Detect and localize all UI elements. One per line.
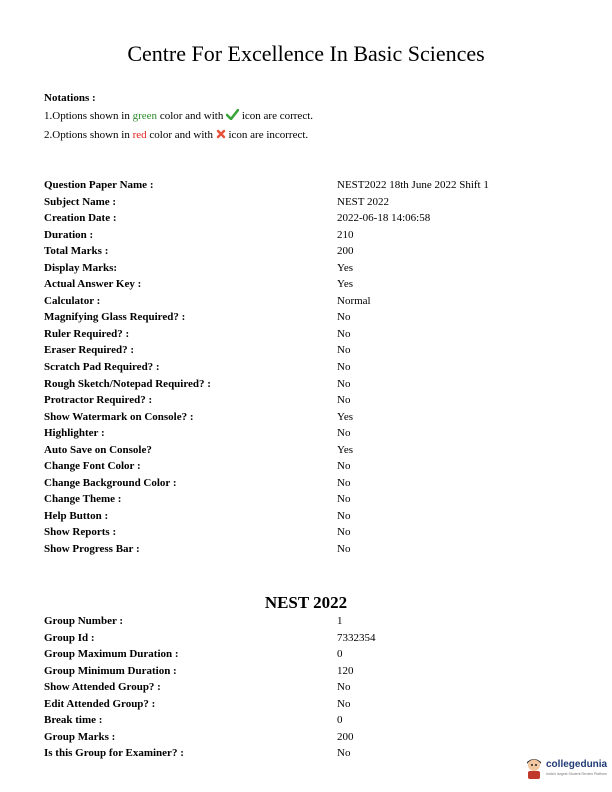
- detail-value: No: [337, 476, 351, 489]
- notations-heading: Notations :: [44, 92, 96, 104]
- detail-row: [44, 243, 564, 260]
- detail-value: NEST2022 18th June 2022 Shift 1: [337, 179, 489, 191]
- detail-row: [44, 309, 564, 326]
- detail-value: No: [337, 460, 351, 473]
- detail-value: NEST 2022: [337, 195, 390, 208]
- detail-row: [44, 696, 564, 713]
- detail-value: Yes: [337, 443, 354, 456]
- detail-value: No: [337, 697, 351, 710]
- detail-row: [44, 276, 564, 293]
- collegedunia-logo: [524, 756, 610, 782]
- detail-value: 200: [337, 245, 354, 258]
- notation-text: color and with: [157, 110, 227, 122]
- detail-value: No: [337, 377, 351, 390]
- notation-text: icon are correct.: [239, 110, 314, 122]
- detail-label: Change Background Color :: [44, 476, 177, 489]
- detail-label: Group Id :: [44, 631, 95, 644]
- detail-label: Total Marks :: [44, 245, 109, 258]
- detail-label: Protractor Required? :: [44, 394, 153, 407]
- detail-row: [44, 442, 564, 459]
- detail-row: [44, 177, 564, 194]
- detail-row: [44, 663, 564, 680]
- detail-row: [44, 630, 564, 647]
- detail-row: [44, 425, 564, 442]
- detail-value: No: [337, 509, 351, 522]
- detail-row: [44, 745, 564, 762]
- detail-label: Group Minimum Duration :: [44, 664, 177, 677]
- red-word: red: [132, 129, 147, 141]
- detail-value: Yes: [337, 278, 354, 291]
- detail-row: [44, 679, 564, 696]
- detail-label: Duration :: [44, 228, 94, 241]
- page-title: Centre For Excellence In Basic Sciences: [127, 41, 485, 66]
- detail-value: No: [337, 747, 351, 760]
- detail-value: 0: [337, 714, 343, 727]
- detail-label: Scratch Pad Required? :: [44, 361, 160, 374]
- detail-row: [44, 524, 564, 541]
- paper-details: [44, 177, 564, 558]
- detail-row: [44, 613, 564, 630]
- detail-value: No: [337, 427, 351, 440]
- logo-name: collegedunia: [546, 759, 608, 770]
- detail-value: 0: [337, 648, 343, 661]
- detail-value: No: [337, 311, 351, 324]
- detail-label: Auto Save on Console?: [44, 443, 152, 456]
- notation-incorrect: [44, 126, 313, 145]
- detail-row: [44, 227, 564, 244]
- detail-label: Rough Sketch/Notepad Required? :: [44, 377, 211, 390]
- detail-row: [44, 260, 564, 277]
- detail-row: [44, 326, 564, 343]
- detail-row: [44, 712, 564, 729]
- detail-label: Display Marks:: [44, 261, 118, 274]
- detail-label: Group Maximum Duration :: [44, 648, 179, 661]
- cross-icon: [216, 127, 226, 145]
- detail-label: Eraser Required? :: [44, 344, 135, 357]
- detail-value: 120: [337, 664, 354, 677]
- detail-value: No: [337, 681, 351, 694]
- notation-text: color and with: [146, 129, 216, 141]
- detail-label: Group Number :: [44, 615, 124, 627]
- logo-mascot-icon: [524, 756, 544, 780]
- detail-label: Is this Group for Examiner? :: [44, 747, 184, 760]
- detail-value: Normal: [337, 294, 371, 307]
- detail-row: [44, 646, 564, 663]
- detail-value: No: [337, 344, 351, 357]
- detail-value: Yes: [337, 410, 354, 423]
- detail-value: No: [337, 493, 351, 506]
- detail-value: No: [337, 361, 351, 374]
- detail-label: Help Button :: [44, 509, 109, 522]
- detail-label: Edit Attended Group? :: [44, 697, 156, 710]
- detail-label: Calculator :: [44, 294, 101, 307]
- detail-row: [44, 210, 564, 227]
- detail-label: Show Watermark on Console? :: [44, 410, 194, 423]
- detail-value: 7332354: [337, 631, 376, 644]
- detail-row: [44, 491, 564, 508]
- detail-label: Highlighter :: [44, 427, 105, 440]
- group-details: [44, 613, 564, 762]
- detail-row: [44, 194, 564, 211]
- notation-text: 2.Options shown in: [44, 129, 133, 141]
- detail-row: [44, 541, 564, 558]
- detail-label: Show Attended Group? :: [44, 681, 161, 694]
- detail-label: Show Reports :: [44, 526, 117, 539]
- logo-tagline: India's largest Student Review Platform: [546, 772, 607, 776]
- notation-text: icon are incorrect.: [225, 129, 309, 141]
- detail-value: 1: [337, 615, 343, 627]
- detail-row: [44, 475, 564, 492]
- detail-row: [44, 458, 564, 475]
- detail-label: Question Paper Name :: [44, 179, 154, 191]
- detail-row: [44, 359, 564, 376]
- detail-label: Subject Name :: [44, 195, 117, 208]
- detail-value: No: [337, 543, 351, 556]
- green-word: green: [132, 110, 158, 122]
- detail-row: [44, 729, 564, 746]
- detail-label: Change Font Color :: [44, 460, 141, 473]
- detail-label: Creation Date :: [44, 212, 117, 225]
- check-icon: [226, 108, 239, 126]
- notation-text: 1.Options shown in: [44, 110, 133, 122]
- detail-row: [44, 409, 564, 426]
- detail-label: Group Marks :: [44, 730, 116, 743]
- notation-correct: [44, 107, 313, 126]
- detail-row: [44, 342, 564, 359]
- detail-label: Ruler Required? :: [44, 327, 130, 340]
- detail-label: Actual Answer Key :: [44, 278, 142, 291]
- detail-row: [44, 293, 564, 310]
- detail-row: [44, 376, 564, 393]
- detail-label: Break time :: [44, 714, 103, 727]
- detail-value: No: [337, 394, 351, 407]
- detail-value: 210: [337, 228, 354, 241]
- detail-label: Change Theme :: [44, 493, 122, 506]
- detail-value: 200: [337, 730, 354, 743]
- detail-row: [44, 392, 564, 409]
- section-title: NEST 2022: [264, 593, 348, 612]
- detail-value: No: [337, 526, 351, 539]
- notations: [44, 89, 313, 145]
- detail-value: 2022-06-18 14:06:58: [337, 212, 431, 225]
- detail-label: Show Progress Bar :: [44, 543, 140, 556]
- detail-row: [44, 508, 564, 525]
- detail-value: No: [337, 327, 351, 340]
- detail-label: Magnifying Glass Required? :: [44, 311, 186, 324]
- detail-value: Yes: [337, 261, 354, 274]
